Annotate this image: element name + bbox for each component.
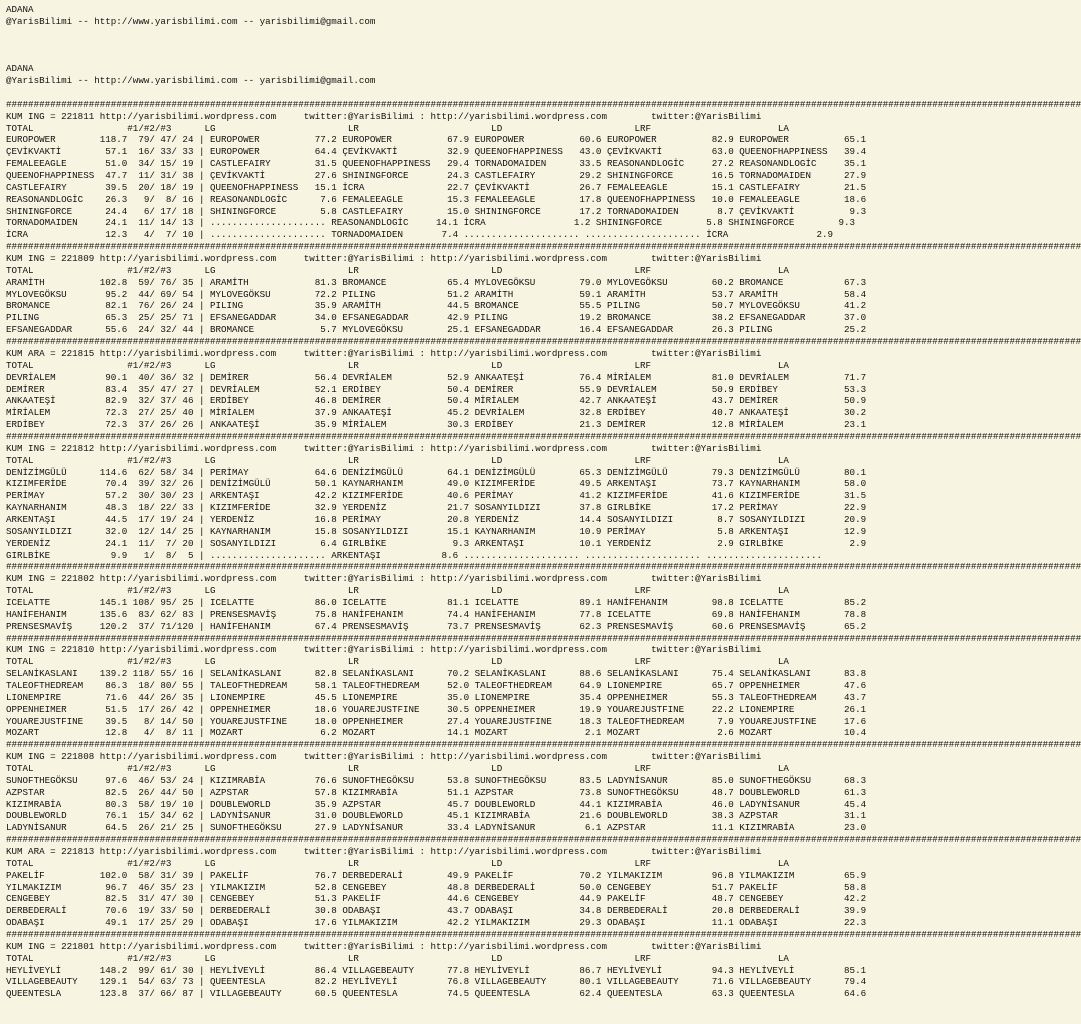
table-row: SUNOFTHEGÖKSU 97.6 46/ 53/ 24 | KIZIMRABİA 76.6 SUNOFTHEGÖKSU 53.8 SUNOFTHEGÖKSU 83.5 LADYNİSANUR 85.0 SUNOFTHEGÖKSU 68.3 xyxy=(6,774,867,786)
table-row: OPPENHEIMER 51.5 17/ 26/ 42 | OPPENHEIMER 18.6 YOUAREJUSTFINE 30.5 OPPENHEIMER 19.9 YOUAREJUSTFINE 22.2 LIONEMPIRE 26.1 xyxy=(6,703,867,715)
column-header-line: TOTAL #1/#2/#3 LG LR LD LRF LA xyxy=(6,763,789,774)
table-row: ANKAATEŞİ 82.9 32/ 37/ 46 | ERDİBEY 46.8 DEMİRER 50.4 MİRİALEM 42.7 ANKAATEŞİ 43.7 DEMİRER 50.9 xyxy=(6,395,867,407)
column-header-line: TOTAL #1/#2/#3 LG LR LD LRF LA xyxy=(6,454,789,466)
table-row: ICELATTE 145.1 108/ 95/ 25 | ICELATTE 86.0 ICELATTE 81.1 ICELATTE 89.1 HANİFEHANIM 98.8 ICELATTE 85.2 xyxy=(6,596,867,608)
table-row: VILLAGEBEAUTY 129.1 54/ 63/ 73 | QUEENTESLA 82.2 HEYLİVEYLİ 76.8 VILLAGEBEAUTY 80.1 VILLAGEBEAUTY 71.6 VILLAGEBEAUTY 79.4 xyxy=(6,976,867,988)
document-header-line: @YarisBilimi -- http://www.yarisbilimi.com -- yarisbilimi@gmail.com xyxy=(6,75,376,87)
separator-line: ################################################################################################################################################################################################### xyxy=(6,739,1081,751)
table-row: ÇEVİKVAKTİ 57.1 16/ 33/ 33 | EUROPOWER 64.4 ÇEVİKVAKTİ 32.9 QUEENOFHAPPINESS 43.0 ÇEVİKVAKTİ 63.0 QUEENOFHAPPINESS 39.4 xyxy=(6,146,867,158)
table-row: MOZART 12.8 4/ 8/ 11 | MOZART 6.2 MOZART 14.1 MOZART 2.1 MOZART 2.6 MOZART 10.4 xyxy=(6,727,867,739)
column-header-line: TOTAL #1/#2/#3 LG LR LD LRF LA xyxy=(6,359,789,371)
table-row: SHININGFORCE 24.4 6/ 17/ 18 | SHININGFORCE 5.8 CASTLEFAIRY 15.0 SHININGFORCE 17.2 TORNADOMAIDEN 8.7 ÇEVİKVAKTİ 9.3 xyxy=(6,205,867,217)
race-header-line: KUM ING = 221810 http://yarisbilimi.wordpress.com twitter:@YarisBilimi : http://yarisbilimi.wordpress.com twitter:@YarisBilimi xyxy=(6,644,762,656)
table-row: KIZIMFERİDE 70.4 39/ 32/ 26 | DENİZİMGÜLÜ 50.1 KAYNARHANIM 49.0 KIZIMFERİDE 49.5 ARKENTAŞI 73.7 KAYNARHANIM 58.0 xyxy=(6,478,867,490)
table-row: MİRİALEM 72.3 27/ 25/ 40 | MİRİALEM 37.9 ANKAATEŞİ 45.2 DEVRİALEM 32.8 ERDİBEY 40.7 ANKAATEŞİ 30.2 xyxy=(6,407,867,419)
table-row: EFSANEGADDAR 55.6 24/ 32/ 44 | BROMANCE 5.7 MYLOVEGÖKSU 25.1 EFSANEGADDAR 16.4 EFSANEGADDAR 26.3 PILING 25.2 xyxy=(6,324,867,336)
table-row: PRENSESMAVİŞ 120.2 37/ 71/120 | HANİFEHANIM 67.4 PRENSESMAVİŞ 73.7 PRENSESMAVİŞ 62.3 PRENSESMAVİŞ 60.6 PRENSESMAVİŞ 65.2 xyxy=(6,620,867,632)
table-row: DEMİRER 83.4 35/ 47/ 27 | DEVRİALEM 52.1 ERDİBEY 50.4 DEMİRER 55.9 DEVRİALEM 50.9 ERDİBEY 53.3 xyxy=(6,383,867,395)
table-row: HANİFEHANIM 135.6 83/ 62/ 83 | PRENSESMAVİŞ 75.8 HANİFEHANIM 74.4 HANİFEHANIM 77.8 ICELATTE 69.8 HANİFEHANIM 78.8 xyxy=(6,608,867,620)
separator-line: ################################################################################################################################################################################################### xyxy=(6,430,1081,442)
table-row: SELANİKASLANI 139.2 118/ 55/ 16 | SELANİKASLANI 82.8 SELANİKASLANI 70.2 SELANİKASLANI 88.6 SELANİKASLANI 75.4 SELANİKASLANI 83.8 xyxy=(6,668,867,680)
column-header-line: TOTAL #1/#2/#3 LG LR LD LRF LA xyxy=(6,585,789,597)
separator-line: ################################################################################################################################################################################################### xyxy=(6,929,1081,941)
table-row: KAYNARHANIM 48.3 18/ 22/ 33 | KIZIMFERİDE 32.9 YERDENİZ 21.7 SOSANYILDIZI 37.8 GIRLBİKE 17.2 PERİMAY 22.9 xyxy=(6,502,867,514)
table-row: AZPSTAR 82.5 26/ 44/ 50 | AZPSTAR 57.8 KIZIMRABİA 51.1 AZPSTAR 73.8 SUNOFTHEGÖKSU 48.7 DOUBLEWORLD 61.3 xyxy=(6,786,867,798)
table-row: SOSANYILDIZI 32.0 12/ 14/ 25 | KAYNARHANIM 15.8 SOSANYILDIZI 15.1 KAYNARHANIM 10.9 PERİMAY 5.8 ARKENTAŞI 12.9 xyxy=(6,525,867,537)
table-row: EUROPOWER 118.7 79/ 47/ 24 | EUROPOWER 77.2 EUROPOWER 67.9 EUROPOWER 60.6 EUROPOWER 82.9 EUROPOWER 65.1 xyxy=(6,134,867,146)
table-row: MYLOVEGÖKSU 95.2 44/ 69/ 54 | MYLOVEGÖKSU 72.2 PILING 51.2 ARAMİTH 59.1 ARAMİTH 53.7 ARAMİTH 58.4 xyxy=(6,288,867,300)
separator-line: ################################################################################################################################################################################################### xyxy=(6,98,1081,110)
race-header-line: KUM ING = 221801 http://yarisbilimi.wordpress.com twitter:@YarisBilimi : http://yarisbilimi.wordpress.com twitter:@YarisBilimi xyxy=(6,940,762,952)
table-row: YOUAREJUSTFINE 39.5 8/ 14/ 50 | YOUAREJUSTFINE 18.0 OPPENHEIMER 27.4 YOUAREJUSTFINE 18.3 TALEOFTHEDREAM 7.9 YOUAREJUSTFINE 17.6 xyxy=(6,715,867,727)
table-row: QUEENOFHAPPINESS 47.7 11/ 31/ 38 | ÇEVİKVAKTİ 27.6 SHININGFORCE 24.3 CASTLEFAIRY 29.2 SHININGFORCE 16.5 TORNADOMAIDEN 27.9 xyxy=(6,170,867,182)
separator-line: ################################################################################################################################################################################################### xyxy=(6,561,1081,573)
column-header-line: TOTAL #1/#2/#3 LG LR LD LRF LA xyxy=(6,857,789,869)
table-row: DOUBLEWORLD 76.1 15/ 34/ 62 | LADYNİSANUR 31.0 DOUBLEWORLD 45.1 KIZIMRABİA 21.6 DOUBLEWORLD 38.3 AZPSTAR 31.1 xyxy=(6,810,867,822)
table-row: TALEOFTHEDREAM 86.3 18/ 80/ 55 | TALEOFTHEDREAM 58.1 TALEOFTHEDREAM 52.0 TALEOFTHEDREAM 64.9 LIONEMPIRE 65.7 OPPENHEIMER 47.6 xyxy=(6,679,867,691)
table-row: ODABAŞI 49.1 17/ 25/ 29 | ODABAŞI 17.6 YILMAKIZIM 42.2 YILMAKIZIM 29.3 ODABAŞI 11.1 ODABAŞI 22.3 xyxy=(6,917,867,929)
table-row: BROMANCE 82.1 76/ 26/ 24 | PILING 35.9 ARAMİTH 44.5 BROMANCE 55.5 PILING 50.7 MYLOVEGÖKSU 41.2 xyxy=(6,300,867,312)
table-row: TORNADOMAIDEN 24.1 11/ 14/ 13 | ..................... REASONANDLOGİC 14.1 İCRA 1.2 SHININGFORCE 5.8 SHININGFORCE 9.3 xyxy=(6,217,856,229)
table-row: DERBEDERALİ 70.6 19/ 33/ 50 | DERBEDERALİ 30.8 ODABAŞI 43.7 ODABAŞI 34.8 DERBEDERALİ 20.8 DERBEDERALİ 39.9 xyxy=(6,905,867,917)
table-row: CASTLEFAIRY 39.5 20/ 18/ 19 | QUEENOFHAPPINESS 15.1 İCRA 22.7 ÇEVİKVAKTİ 26.7 FEMALEEAGLE 15.1 CASTLEFAIRY 21.5 xyxy=(6,181,867,193)
blank-line xyxy=(6,87,926,99)
blank-line xyxy=(6,40,926,52)
table-row: QUEENTESLA 123.8 37/ 66/ 87 | VILLAGEBEAUTY 60.5 QUEENTESLA 74.5 QUEENTESLA 62.4 QUEENTESLA 63.3 QUEENTESLA 64.6 xyxy=(6,988,867,1000)
table-row: YILMAKIZIM 96.7 46/ 35/ 23 | YILMAKIZIM 52.8 CENGEBEY 48.8 DERBEDERALİ 50.0 CENGEBEY 51.7 PAKELİF 58.8 xyxy=(6,881,867,893)
table-row: GIRLBİKE 9.9 1/ 8/ 5 | ..................... ARKENTAŞI 8.6 ..................... ..................... ..................... xyxy=(6,549,822,561)
table-row: LADYNİSANUR 64.5 26/ 21/ 25 | SUNOFTHEGÖKSU 27.9 LADYNİSANUR 33.4 LADYNİSANUR 6.1 AZPSTAR 11.1 KIZIMRABİA 23.0 xyxy=(6,822,867,834)
race-header-line: KUM ING = 221812 http://yarisbilimi.wordpress.com twitter:@YarisBilimi : http://yarisbilimi.wordpress.com twitter:@YarisBilimi xyxy=(6,442,762,454)
race-header-line: KUM ING = 221802 http://yarisbilimi.wordpress.com twitter:@YarisBilimi : http://yarisbilimi.wordpress.com twitter:@YarisBilimi xyxy=(6,573,762,585)
table-row: FEMALEEAGLE 51.0 34/ 15/ 19 | CASTLEFAIRY 31.5 QUEENOFHAPPINESS 29.4 TORNADOMAIDEN 33.5 REASONANDLOGİC 27.2 REASONANDLOGİC 35.1 xyxy=(6,158,867,170)
separator-line: ################################################################################################################################################################################################### xyxy=(6,241,1081,253)
table-row: PERİMAY 57.2 30/ 30/ 23 | ARKENTAŞI 42.2 KIZIMFERİDE 40.6 PERİMAY 41.2 KIZIMFERİDE 41.6 KIZIMFERİDE 31.5 xyxy=(6,490,867,502)
table-row: HEYLİVEYLİ 148.2 99/ 61/ 30 | HEYLİVEYLİ 86.4 VILLAGEBEAUTY 77.8 HEYLİVEYLİ 86.7 HEYLİVEYLİ 94.3 HEYLİVEYLİ 85.1 xyxy=(6,964,867,976)
table-row: DEVRİALEM 90.1 40/ 36/ 32 | DEMİRER 56.4 DEVRİALEM 52.9 ANKAATEŞİ 76.4 MİRİALEM 81.0 DEVRİALEM 71.7 xyxy=(6,371,867,383)
race-header-line: KUM ING = 221811 http://yarisbilimi.wordpress.com twitter:@YarisBilimi : http://yarisbilimi.wordpress.com twitter:@YarisBilimi xyxy=(6,110,762,122)
table-row: YERDENİZ 24.1 11/ 7/ 20 | SOSANYILDIZI 6.4 GIRLBİKE 9.3 ARKENTAŞI 10.1 YERDENİZ 2.9 GIRLBİKE 2.9 xyxy=(6,537,867,549)
table-row: DENİZİMGÜLÜ 114.6 62/ 58/ 34 | PERİMAY 64.6 DENİZİMGÜLÜ 64.1 DENİZİMGÜLÜ 65.3 DENİZİMGÜLÜ 79.3 DENİZİMGÜLÜ 80.1 xyxy=(6,466,867,478)
table-row: PAKELİF 102.0 58/ 31/ 39 | PAKELİF 76.7 DERBEDERALİ 49.9 PAKELİF 70.2 YILMAKIZIM 96.8 YILMAKIZIM 65.9 xyxy=(6,869,867,881)
race-header-line: KUM ING = 221809 http://yarisbilimi.wordpress.com twitter:@YarisBilimi : http://yarisbilimi.wordpress.com twitter:@YarisBilimi xyxy=(6,253,762,265)
race-header-line: KUM ARA = 221813 http://yarisbilimi.wordpress.com twitter:@YarisBilimi : http://yarisbilimi.wordpress.com twitter:@YarisBilimi xyxy=(6,846,762,858)
separator-line: ################################################################################################################################################################################################### xyxy=(6,632,1081,644)
table-row: İCRA 12.3 4/ 7/ 10 | ..................... TORNADOMAIDEN 7.4 ..................... ..................... İCRA 2.9 xyxy=(6,229,834,241)
table-row: REASONANDLOGİC 26.3 9/ 8/ 16 | REASONANDLOGİC 7.6 FEMALEEAGLE 15.3 FEMALEEAGLE 17.8 QUEENOFHAPPINESS 10.0 FEMALEEAGLE 18.6 xyxy=(6,193,867,205)
blank-line xyxy=(6,51,926,63)
blank-line xyxy=(6,28,926,40)
separator-line: ################################################################################################################################################################################################### xyxy=(6,834,1081,846)
table-row: ARAMİTH 102.8 59/ 76/ 35 | ARAMİTH 81.3 BROMANCE 65.4 MYLOVEGÖKSU 79.0 MYLOVEGÖKSU 60.2 BROMANCE 67.3 xyxy=(6,276,867,288)
race-header-line: KUM ING = 221808 http://yarisbilimi.wordpress.com twitter:@YarisBilimi : http://yarisbilimi.wordpress.com twitter:@YarisBilimi xyxy=(6,751,762,763)
document-header-line: @YarisBilimi -- http://www.yarisbilimi.com -- yarisbilimi@gmail.com xyxy=(6,15,376,27)
column-header-line: TOTAL #1/#2/#3 LG LR LD LRF LA xyxy=(6,952,789,964)
document-header-line: ADANA xyxy=(6,4,34,15)
column-header-line: TOTAL #1/#2/#3 LG LR LD LRF LA xyxy=(6,656,789,668)
column-header-line: TOTAL #1/#2/#3 LG LR LD LRF LA xyxy=(6,264,789,276)
table-row: ARKENTAŞI 44.5 17/ 19/ 24 | YERDENİZ 16.8 PERİMAY 20.8 YERDENİZ 14.4 SOSANYILDIZI 8.7 SOSANYILDIZI 20.9 xyxy=(6,513,867,525)
column-header-line: TOTAL #1/#2/#3 LG LR LD LRF LA xyxy=(6,122,789,134)
separator-line: ################################################################################################################################################################################################### xyxy=(6,336,1081,348)
table-row: ERDİBEY 72.3 37/ 26/ 26 | ANKAATEŞİ 35.9 MİRİALEM 30.3 ERDİBEY 21.3 DEMİRER 12.8 MİRİALEM 23.1 xyxy=(6,419,867,431)
race-header-line: KUM ARA = 221815 http://yarisbilimi.wordpress.com twitter:@YarisBilimi : http://yarisbilimi.wordpress.com twitter:@YarisBilimi xyxy=(6,347,762,359)
table-row: CENGEBEY 82.5 31/ 47/ 30 | CENGEBEY 51.3 PAKELİF 44.6 CENGEBEY 44.9 PAKELİF 48.7 CENGEBEY 42.2 xyxy=(6,893,867,905)
table-row: LIONEMPIRE 71.6 44/ 26/ 35 | LIONEMPIRE 45.5 LIONEMPIRE 35.0 LIONEMPIRE 35.4 OPPENHEIMER 55.3 TALEOFTHEDREAM 43.7 xyxy=(6,691,867,703)
document-header-line: ADANA xyxy=(6,63,34,75)
table-row: KIZIMRABİA 80.3 58/ 19/ 10 | DOUBLEWORLD 35.9 AZPSTAR 45.7 DOUBLEWORLD 44.1 KIZIMRABİA 46.0 LADYNİSANUR 45.4 xyxy=(6,798,867,810)
table-row: PILING 65.3 25/ 25/ 71 | EFSANEGADDAR 34.0 EFSANEGADDAR 42.9 PILING 19.2 BROMANCE 38.2 EFSANEGADDAR 37.0 xyxy=(6,312,867,324)
